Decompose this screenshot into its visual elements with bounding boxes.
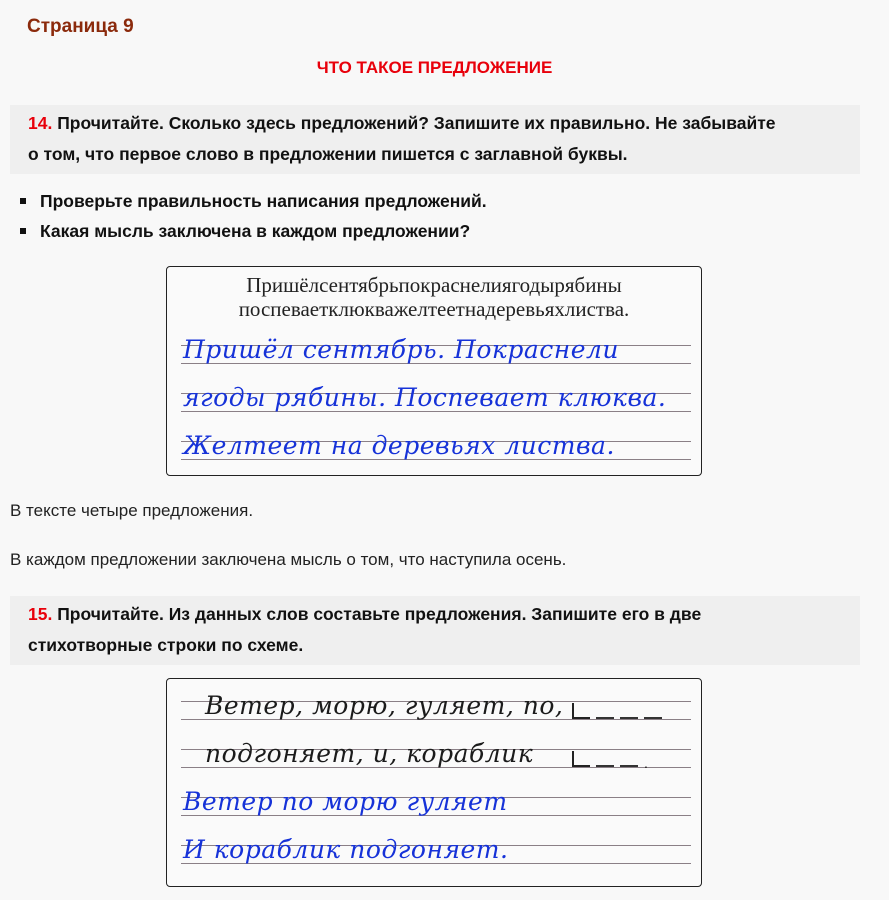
scheme-dash-icon [620, 765, 638, 767]
bullet-square-icon [20, 228, 26, 234]
page-title: Страница 9 [27, 16, 134, 37]
rhythm-scheme-2 [572, 751, 648, 771]
rhythm-scheme-1 [572, 703, 662, 719]
question-text: Проверьте правильность написания предложений. [40, 191, 487, 211]
handwritten-line-1: Пришёл сентябрь. Покраснели [183, 335, 620, 364]
printed-text [167, 273, 701, 321]
handwritten-line-2: И кораблик подгоняет. [183, 835, 509, 864]
question-item [20, 186, 487, 216]
task-14-line-1 [28, 108, 860, 139]
answer-1: В тексте четыре предложения. [10, 501, 254, 520]
task-14-instructions [10, 105, 860, 174]
task-number: 15. [28, 604, 53, 624]
bullet-square-icon [20, 198, 26, 204]
printed-line-1: Пришёлсентябрьпокраснелиягодырябины [246, 273, 622, 297]
scheme-dash-icon [596, 717, 614, 719]
scheme-dash-icon [620, 717, 638, 719]
question-text: Какая мысль заключена в каждом предложении? [40, 221, 471, 241]
scheme-dash-icon [596, 765, 614, 767]
handwritten-line-1: Ветер по морю гуляет [183, 787, 508, 816]
task-number: 14. [28, 113, 53, 133]
scheme-corner-icon [572, 703, 590, 719]
task-15-line-1 [28, 599, 860, 630]
task-text: Прочитайте. Сколько здесь предложений? Запишите их правильно. Не забывайте [57, 113, 776, 133]
scheme-corner-icon [572, 751, 590, 767]
section-title: ЧТО ТАКОЕ ПРЕДЛОЖЕНИЕ [316, 58, 553, 77]
task-text: Прочитайте. Из данных слов составьте предложения. Запишите его в две [57, 604, 702, 624]
task-14-questions [20, 186, 487, 246]
given-words-line-2: подгоняет, и, кораблик [205, 739, 534, 768]
handwritten-line-3: Желтеет на деревьях листва. [183, 431, 615, 460]
question-item [20, 216, 487, 246]
printed-line-2: поспеваетклюкважелтеетнадеревьяхлиства. [238, 297, 630, 321]
task-15-exercise-image [166, 678, 702, 887]
scheme-dash-icon [644, 717, 662, 719]
handwritten-line-2: ягоды рябины. Поспевает клюква. [183, 383, 667, 412]
task-15-line-2: стихотворные строки по схеме. [28, 635, 304, 655]
answer-2: В каждом предложении заключена мысль о том, что наступила осень. [10, 550, 567, 569]
task-14-exercise-image [166, 266, 702, 476]
given-words-line-1: Ветер, морю, гуляет, по, [205, 691, 564, 720]
task-15-instructions [10, 596, 860, 665]
scheme-period-icon: . [644, 755, 648, 771]
task-14-line-2: о том, что первое слово в предложении пишется с заглавной буквы. [28, 144, 628, 164]
